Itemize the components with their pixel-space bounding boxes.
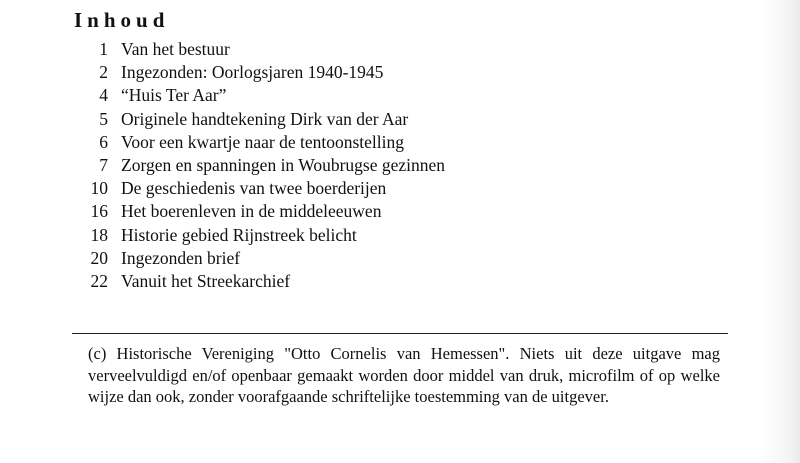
toc-article-title: Zorgen en spanningen in Woubrugse gezinnen	[121, 154, 446, 175]
toc-page-number: 6	[99, 131, 108, 152]
toc-entry	[82, 177, 445, 200]
toc-entry	[82, 270, 445, 293]
toc-article-title: Ingezonden brief	[121, 247, 241, 268]
toc-page-number: 16	[90, 201, 108, 222]
toc-entry	[82, 108, 445, 131]
toc-article-title: Vanuit het Streekarchief	[121, 270, 291, 291]
toc-article-title: Het boerenleven in de middeleeuwen	[121, 201, 382, 222]
toc-article-title: Historie gebied Rijnstreek belicht	[121, 224, 357, 245]
toc-page-number: 10	[90, 178, 108, 199]
toc-article-title: “Huis Ter Aar”	[121, 85, 227, 106]
copyright-notice: (c) Historische Vereniging "Otto Cornelis van Hemessen". Niets uit deze uitgave mag verveelvuldigd en/of openbaar gemaakt worden door middel van druk, microfilm of op welke wijze dan ook, zonder voorafgaande schriftelijke toestemming van de uitgever.	[88, 344, 720, 406]
toc-page-number: 2	[99, 62, 108, 83]
toc-article-title: Van het bestuur	[121, 39, 230, 59]
toc-entry	[82, 61, 445, 84]
toc-article-title: Voor een kwartje naar de tentoonstelling	[121, 131, 404, 152]
toc-page-number: 5	[99, 108, 108, 129]
toc-page-number: 18	[90, 224, 108, 245]
toc-page-number: 7	[99, 154, 108, 175]
toc-entry	[82, 84, 445, 107]
toc-entry	[82, 247, 445, 270]
page-edge-shadow	[760, 0, 800, 463]
table-of-contents	[82, 38, 445, 293]
divider-rule	[72, 333, 728, 334]
toc-page-number: 4	[99, 85, 108, 106]
toc-entry	[82, 38, 445, 61]
toc-entry	[82, 224, 445, 247]
toc-article-title: De geschiedenis van twee boerderijen	[121, 178, 387, 199]
toc-entry	[82, 131, 445, 154]
toc-entry	[82, 200, 445, 223]
toc-page-number: 1	[99, 39, 108, 59]
toc-page-number: 20	[90, 247, 108, 268]
toc-entry	[82, 154, 445, 177]
toc-article-title: Ingezonden: Oorlogsjaren 1940-1945	[121, 62, 384, 83]
toc-page-number: 22	[90, 270, 108, 291]
contents-heading: Inhoud	[74, 8, 170, 32]
toc-article-title: Originele handtekening Dirk van der Aar	[121, 108, 409, 129]
